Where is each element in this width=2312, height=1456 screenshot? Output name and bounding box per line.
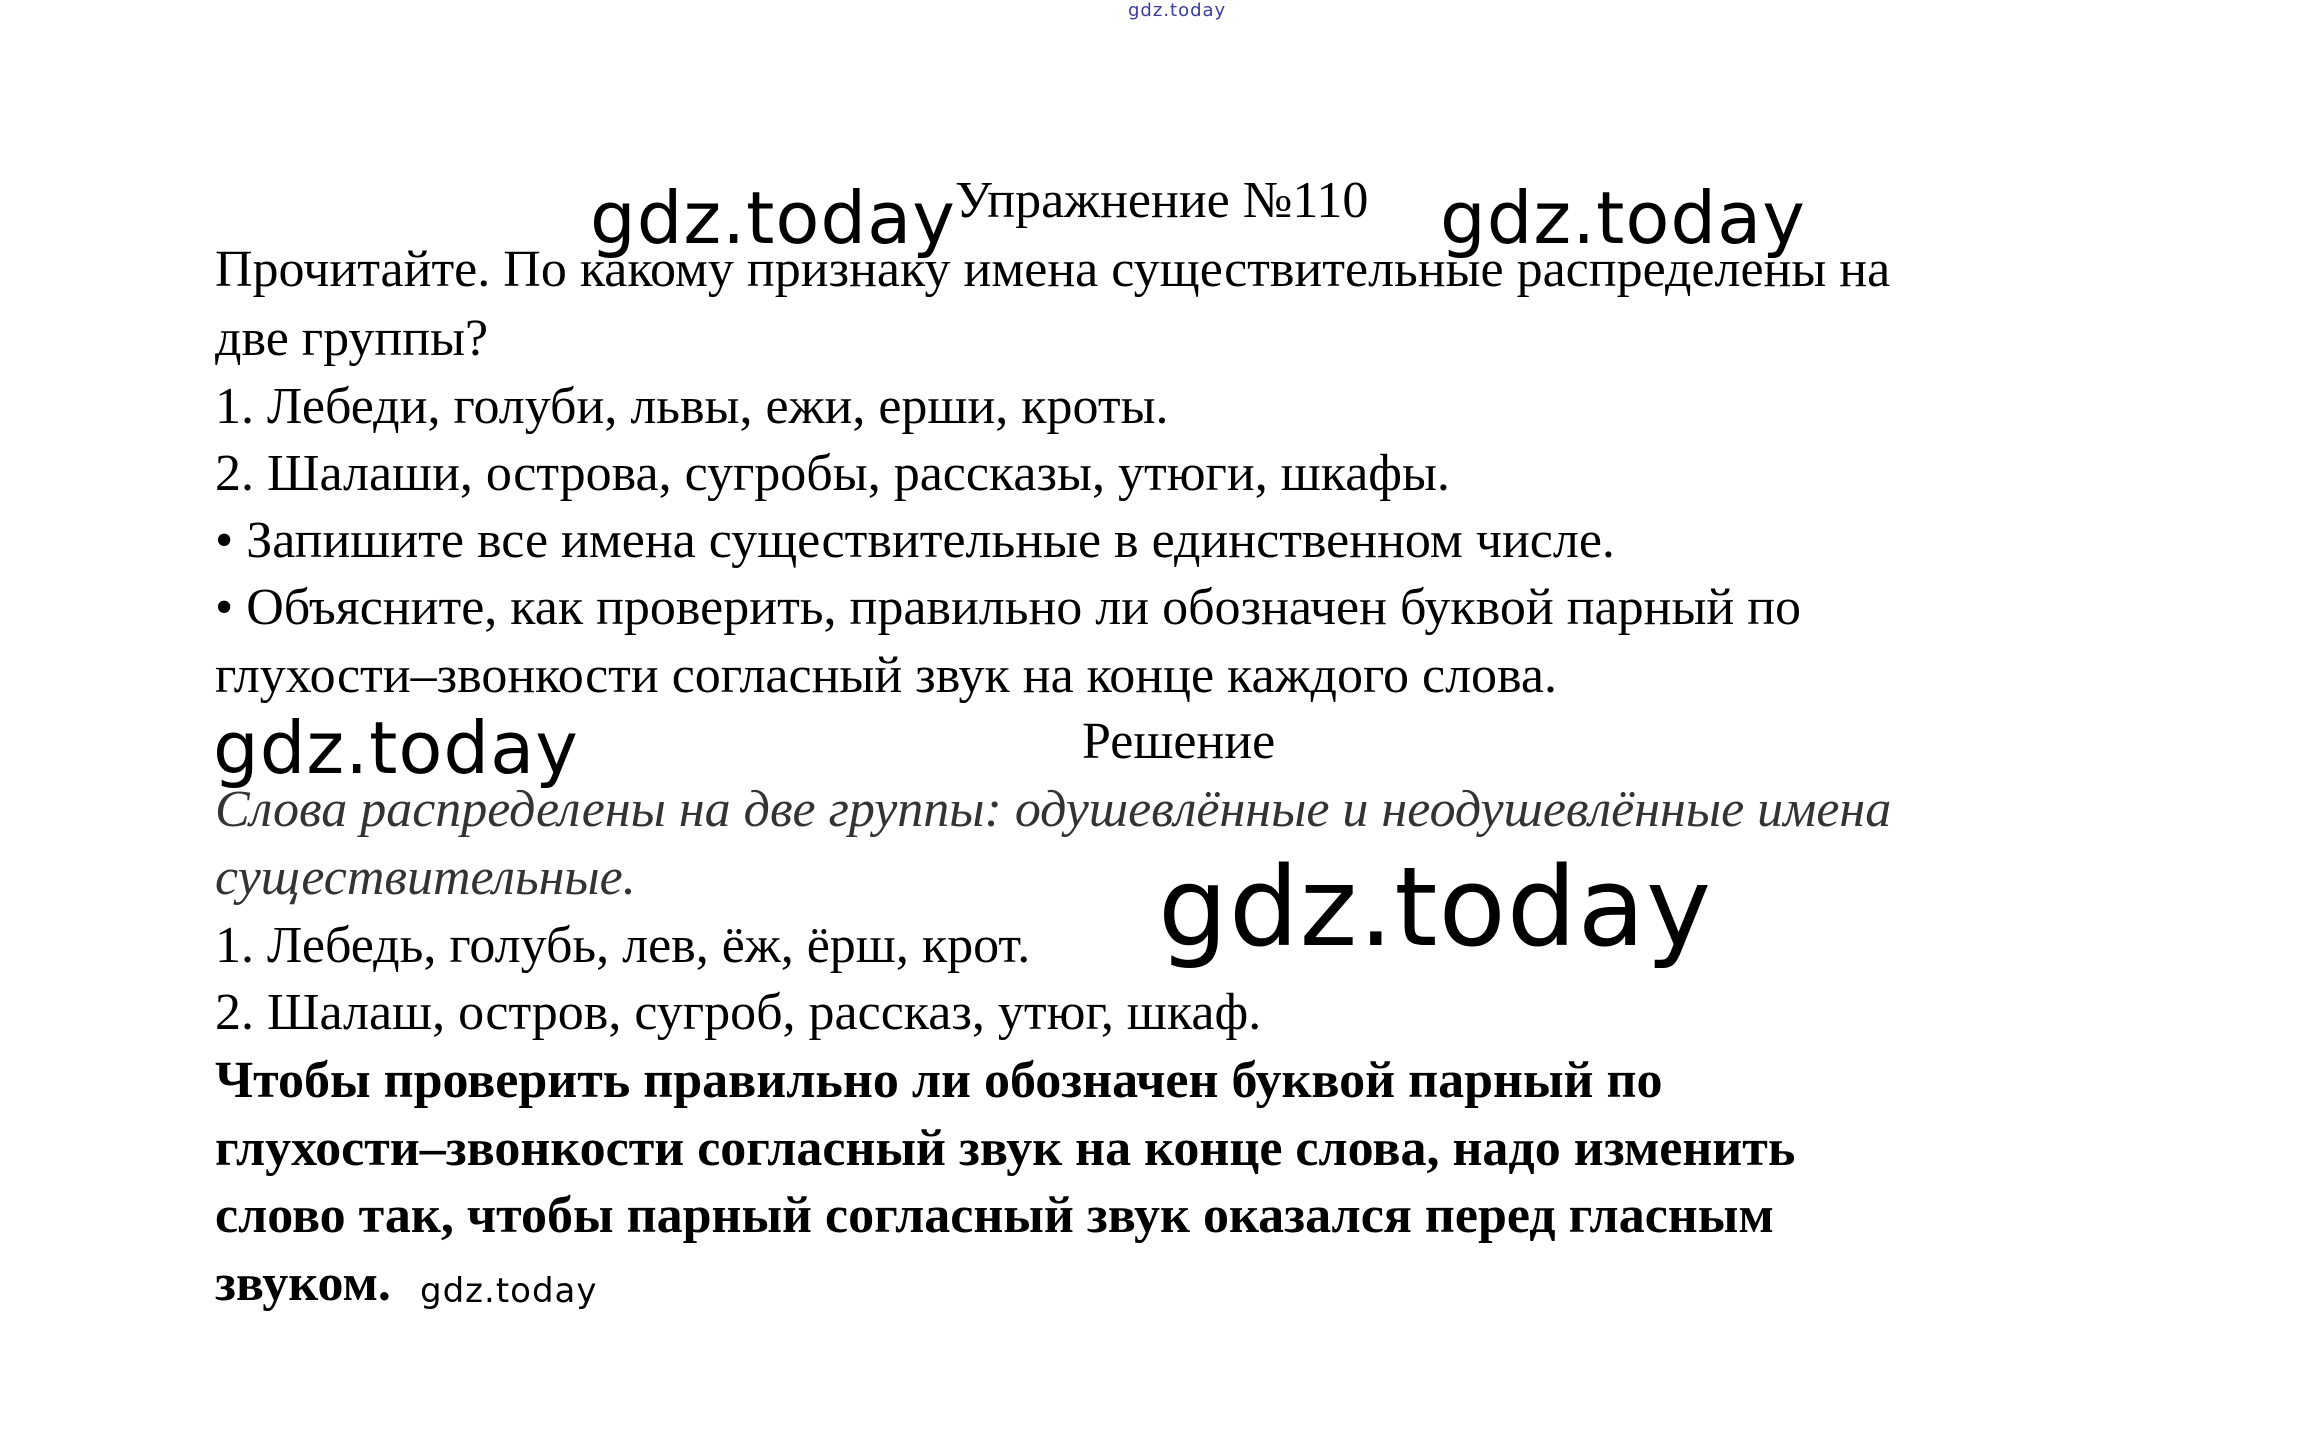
watermark-solution-left: gdz.today xyxy=(213,706,579,790)
solution-list-line-1: 1. Лебедь, голубь, лев, ёж, ёрш, крот. xyxy=(215,917,1031,974)
task-line-4: 2. Шалаши, острова, сугробы, рассказы, утюги, шкафы. xyxy=(215,445,1450,502)
solution-italic-line-2: существительные. xyxy=(215,849,636,906)
task-line-2: две группы? xyxy=(215,310,489,367)
task-line-7: глухости–звонкости согласный звук на конце каждого слова. xyxy=(215,647,1557,704)
solution-bold-line-1: Чтобы проверить правильно ли обозначен буквой парный по xyxy=(215,1052,1663,1109)
watermark-title-left: gdz.today xyxy=(590,176,956,260)
task-line-3: 1. Лебеди, голуби, львы, ежи, ерши, кроты. xyxy=(215,378,1169,435)
solution-italic-line-1: Слова распределены на две группы: одушевлённые и неодушевлённые имена xyxy=(215,781,1892,838)
task-line-6: • Объясните, как проверить, правильно ли обозначен буквой парный по xyxy=(215,579,1802,636)
exercise-title: Упражнение №110 xyxy=(955,172,1369,229)
task-line-5: • Запишите все имена существительные в единственном числе. xyxy=(215,512,1615,569)
solution-bold-line-4: звуком. xyxy=(215,1255,391,1312)
solution-bold-line-2: глухости–звонкости согласный звук на конце слова, надо изменить xyxy=(215,1120,1796,1177)
watermark-title-right: gdz.today xyxy=(1440,176,1806,260)
solution-list-line-2: 2. Шалаш, остров, сугроб, рассказ, утюг, шкаф. xyxy=(215,984,1262,1041)
watermark-top-tiny: gdz.today xyxy=(1128,0,1227,21)
watermark-end: gdz.today xyxy=(420,1271,598,1311)
watermark-large-center: gdz.today xyxy=(1158,843,1713,971)
solution-bold-line-3: слово так, чтобы парный согласный звук оказался перед гласным xyxy=(215,1187,1774,1244)
task-line-1: Прочитайте. По какому признаку имена существительные распределены на xyxy=(215,241,1891,298)
solution-heading: Решение xyxy=(1082,713,1276,770)
